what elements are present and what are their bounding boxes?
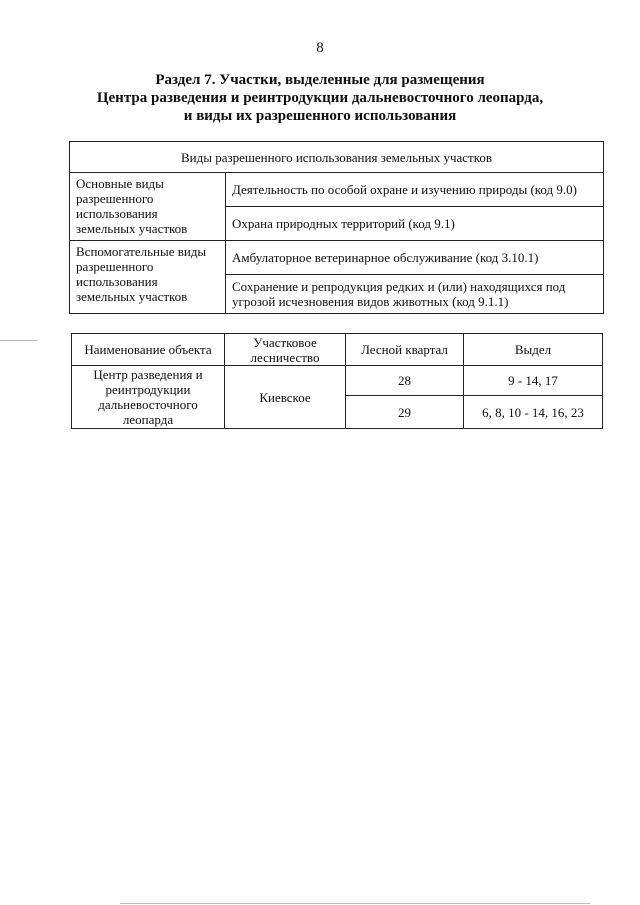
permitted-uses-table (69, 141, 604, 314)
object-name-cell: Центр разведения и реинтродукции дальневосточного леопарда (72, 366, 225, 429)
quarter-cell: 28 (346, 366, 464, 396)
main-use-item: Деятельность по особой охране и изучению природы (код 9.0) (226, 173, 604, 207)
column-header: Выдел (464, 334, 603, 366)
column-header: Наименование объекта (72, 334, 225, 366)
auxiliary-use-item: Сохранение и репродукция редких и (или) находящихся под угрозой исчезновения видов животных (код 9.1.1) (226, 275, 604, 314)
forestry-cell: Киевское (225, 366, 346, 429)
objects-table (71, 333, 603, 429)
plots-cell: 6, 8, 10 - 14, 16, 23 (464, 396, 603, 429)
uses-table-header: Виды разрешенного использования земельных участков (70, 142, 604, 173)
section-heading (60, 71, 580, 125)
heading-line-1: Раздел 7. Участки, выделенные для размещения (155, 72, 485, 88)
main-use-item: Охрана природных территорий (код 9.1) (226, 207, 604, 241)
auxiliary-use-item: Амбулаторное ветеринарное обслуживание (код 3.10.1) (226, 241, 604, 275)
plots-cell: 9 - 14, 17 (464, 366, 603, 396)
heading-line-3: и виды их разрешенного использования (183, 108, 457, 124)
auxiliary-uses-category: Вспомогательные виды разрешенного использования земельных участков (70, 241, 226, 314)
heading-line-2: Центра разведения и реинтродукции дальневосточного леопарда, (96, 90, 544, 106)
scan-edge-line (0, 340, 38, 341)
main-uses-category: Основные виды разрешенного использования земельных участков (70, 173, 226, 241)
column-header: Участковое лесничество (225, 334, 346, 366)
scan-edge-line (120, 903, 590, 904)
page-number: 8 (316, 40, 324, 56)
quarter-cell: 29 (346, 396, 464, 429)
column-header: Лесной квартал (346, 334, 464, 366)
